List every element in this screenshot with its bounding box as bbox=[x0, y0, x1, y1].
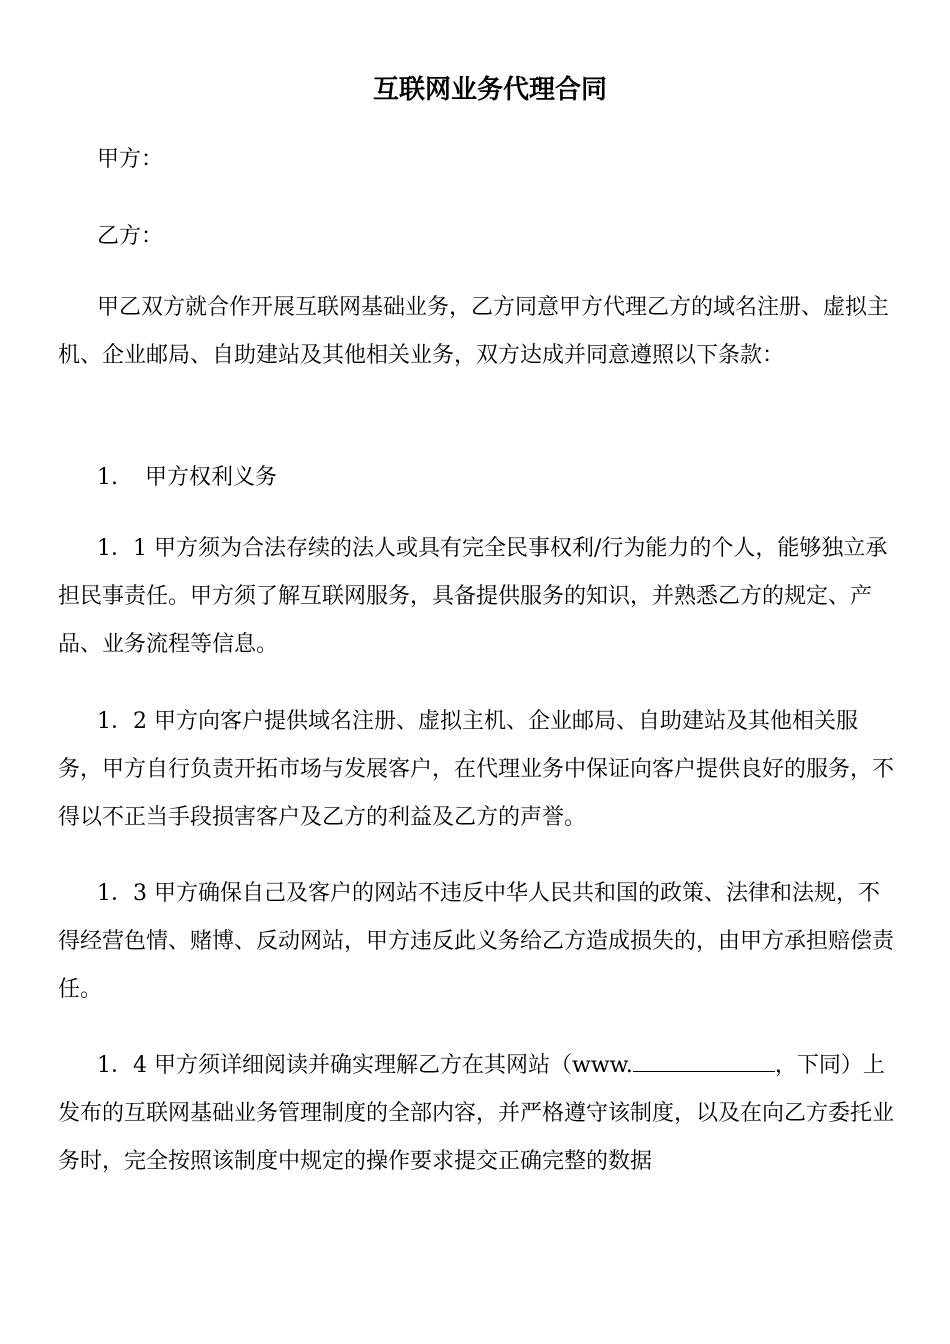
document-title: 互联网业务代理合同 bbox=[372, 75, 607, 105]
clause-1-1: 1．1 甲方须为合法存续的法人或具有完全民事权利/行为能力的个人，能够独立承担民事责任。甲方须了解互联网服务，具备提供服务的知识，并熟悉乙方的规定、产品、业务流程等信息。 bbox=[58, 536, 888, 657]
clause-1-4-start: 1．4 甲方须详细阅读并确实理解乙方在其网站（www. bbox=[97, 1053, 633, 1078]
party-b-label: 乙方： bbox=[97, 224, 164, 249]
section-1-title: 甲方权利义务 bbox=[145, 465, 278, 490]
url-blank-line bbox=[633, 1049, 775, 1072]
party-a-label: 甲方： bbox=[97, 147, 164, 172]
clause-1-3: 1．3 甲方确保自己及客户的网站不违反中华人民共和国的政策、法律和法规，不得经营色情、赌博、反动网站，甲方违反此义务给乙方造成损失的，由甲方承担赔偿责任。 bbox=[58, 881, 895, 1002]
clause-1-4 bbox=[58, 1042, 894, 1186]
section-1-number: 1. bbox=[97, 465, 118, 490]
intro-paragraph: 甲乙双方就合作开展互联网基础业务，乙方同意甲方代理乙方的域名注册、虚拟主机、企业邮局、自助建站及其他相关业务，双方达成并同意遵照以下条款： bbox=[58, 295, 890, 368]
clause-1-2: 1．2 甲方向客户提供域名注册、虚拟主机、企业邮局、自助建站及其他相关服务，甲方自行负责开拓市场与发展客户，在代理业务中保证向客户提供良好的服务，不得以不正当手段损害客户及乙方的利益及乙方的声誉。 bbox=[58, 709, 895, 830]
clause-1-4-rest: ，下同）上发布的互联网基础业务管理制度的全部内容，并严格遵守该制度，以及在向乙方委托业务时，完全按照该制度中规定的操作要求提交正确完整的数据 bbox=[58, 1053, 895, 1174]
section-1-heading bbox=[97, 460, 277, 496]
